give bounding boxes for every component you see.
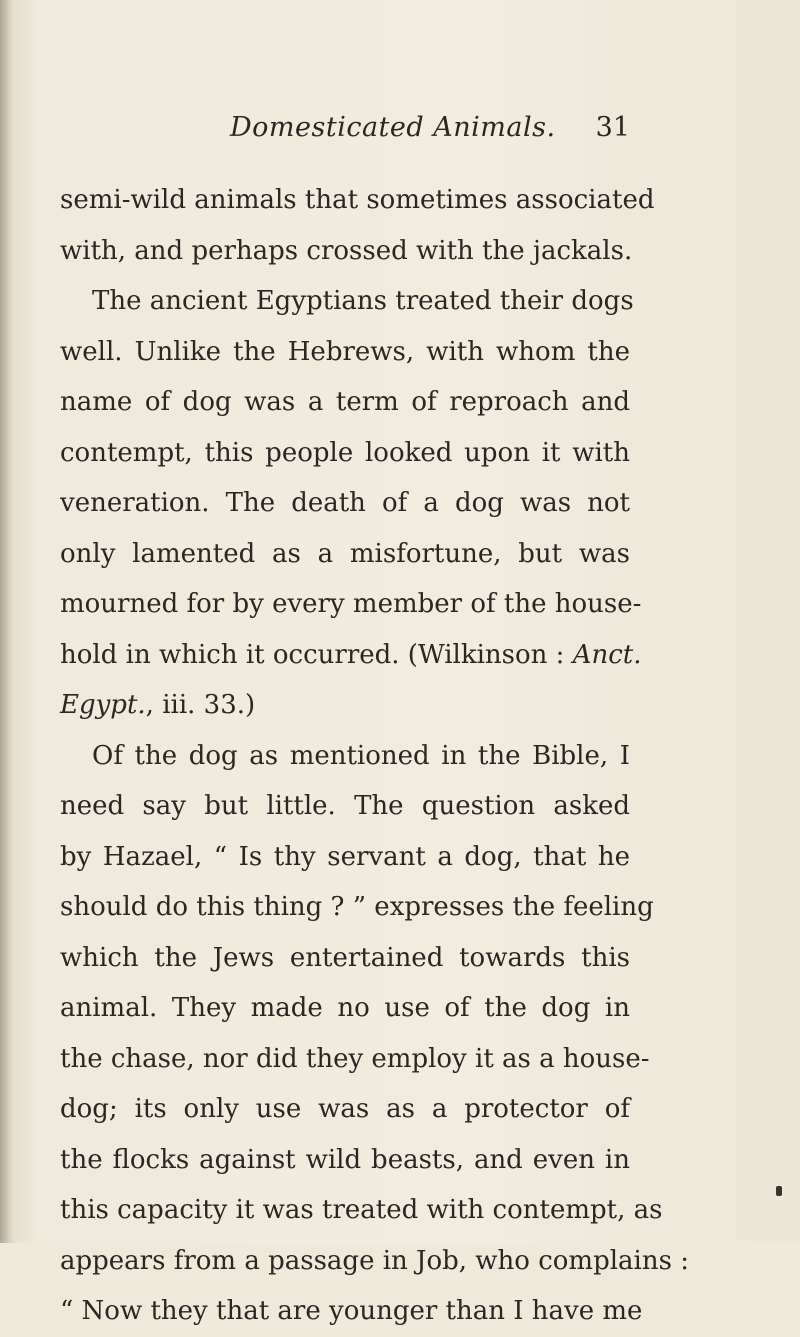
gutter-shadow <box>0 0 14 1243</box>
text-line-citation <box>60 630 642 681</box>
citation-rest: , iii. 33.) <box>145 690 256 720</box>
text-line: should do this thing ? ” expresses the feeling <box>60 892 654 922</box>
text-line: well. Unlike the Hebrews, with whom the <box>60 336 630 367</box>
text-line: veneration. The death of a dog was not <box>60 488 630 518</box>
text-line: contempt, this people looked upon it with <box>60 437 630 468</box>
text-line: mourned for by every member of the house- <box>60 589 642 619</box>
text-line: appears from a passage in Job, who complains : <box>60 1245 689 1276</box>
citation-work-part1: Anct. <box>572 639 642 670</box>
text-line-citation-end <box>60 680 630 731</box>
text-line: “ Now they that are younger than I have me <box>60 1296 643 1326</box>
text-line: need say but little. The question asked <box>60 791 630 821</box>
citation-lead: hold in which it occurred. (Wilkinson : <box>60 639 573 670</box>
text-line: animal. They made no use of the dog in <box>60 993 630 1023</box>
text-line: the chase, nor did they employ it as a house- <box>60 1043 650 1074</box>
text-line: by Hazael, “ Is thy servant a dog, that he <box>60 841 630 872</box>
text-line: the flocks against wild beasts, and even in <box>60 1144 630 1175</box>
running-head <box>90 112 630 152</box>
ink-speck <box>776 1186 782 1196</box>
text-line: only lamented as a misfortune, but was <box>60 538 630 569</box>
text-line: The ancient Egyptians treated their dogs <box>92 286 634 316</box>
text-line: name of dog was a term of reproach and <box>60 387 630 417</box>
text-line: dog; its only use was as a protector of <box>60 1094 630 1124</box>
page-number: 31 <box>595 112 630 143</box>
text-line: Of the dog as mentioned in the Bible, I <box>92 740 630 771</box>
text-line: with, and perhaps crossed with the jackals. <box>60 235 633 266</box>
text-line: semi-wild animals that sometimes associated <box>60 185 655 215</box>
body-text <box>60 175 689 1337</box>
citation-work-part2: Egypt. <box>60 690 146 720</box>
running-title: Domesticated Animals. <box>230 112 556 143</box>
text-line: which the Jews entertained towards this <box>60 942 630 973</box>
text-line: this capacity it was treated with contempt, as <box>60 1195 663 1225</box>
